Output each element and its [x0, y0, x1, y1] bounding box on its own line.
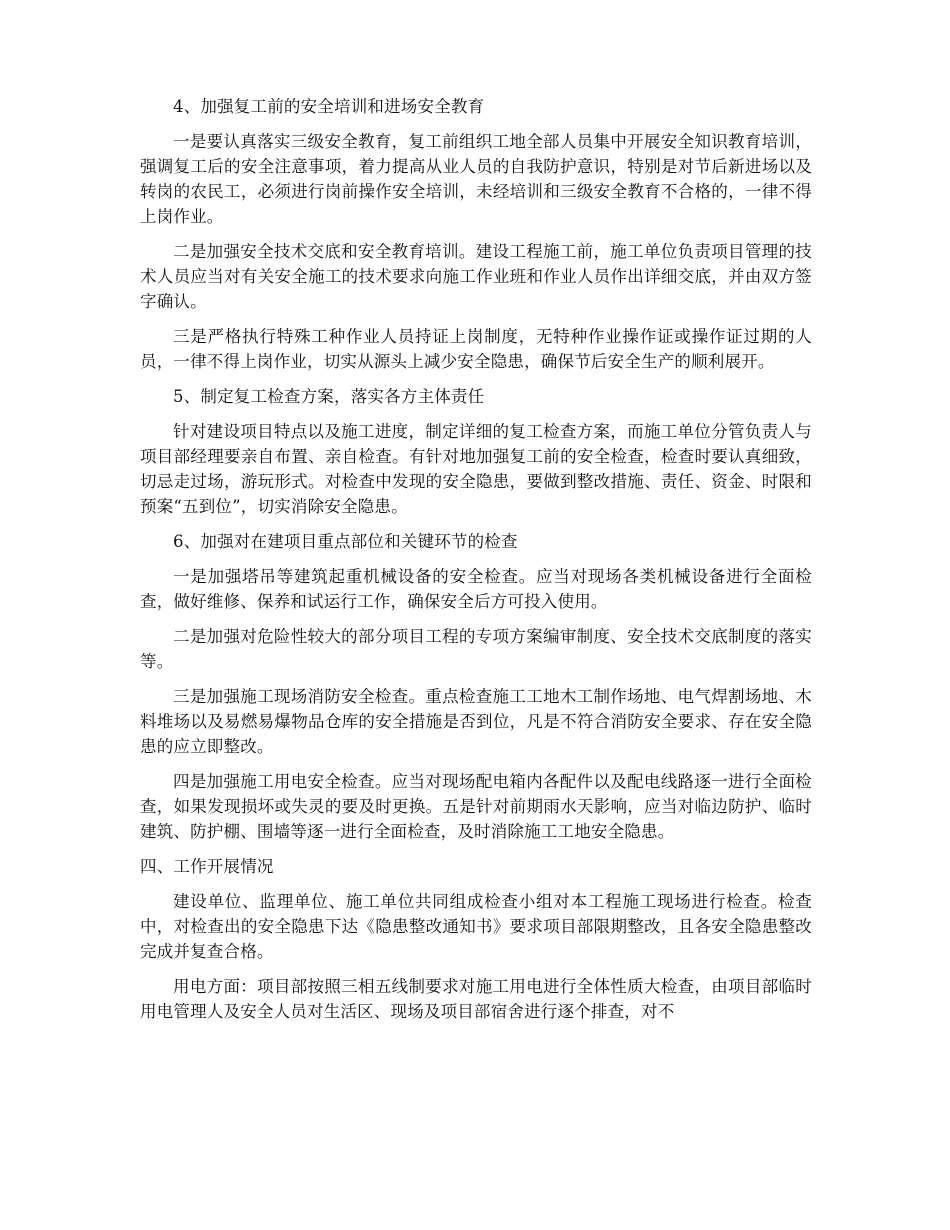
paragraph-technical-briefing: 二是加强安全技术交底和安全教育培训。建设工程施工前，施工单位负责项目管理的技术人员应当对有关安全施工的技术要求向施工作业班和作业人员作出详细交底，并由双方签字确认。: [140, 242, 812, 311]
paragraph-safety-education: 一是要认真落实三级安全教育，复工前组织工地全部人员集中开展安全知识教育培训，强调复工后的安全注意事项，着力提高从业人员的自我防护意识，特别是对节后新进场以及转岗的农民工，必须进行岗前操作安全培训，未经培训和三级安全教育不合格的，一律不得上岗作业。: [140, 132, 812, 226]
paragraph-electricity-check: 用电方面：项目部按照三相五线制要求对施工用电进行全体性质大检查，由项目部临时用电管理人及安全人员对生活区、现场及项目部宿舍进行逐个排查，对不: [140, 977, 812, 1021]
document-body: [140, 94, 812, 1034]
paragraph-inspection-team: 建设单位、监理单位、施工单位共同组成检查小组对本工程施工现场进行检查。检查中，对检查出的安全隐患下达《隐患整改通知书》要求项目部限期整改，且各安全隐患整改完成并复查合格。: [140, 892, 812, 961]
section-heading-5: 5、制定复工检查方案，落实各方主体责任: [173, 387, 485, 406]
section-heading-4: 4、加强复工前的安全培训和进场安全教育: [173, 97, 485, 116]
section-heading-6: 6、加强对在建项目重点部位和关键环节的检查: [173, 532, 518, 551]
paragraph-fire-safety: 三是加强施工现场消防安全检查。重点检查施工工地木工制作场地、电气焊割场地、木料堆场以及易燃易爆物品仓库的安全措施是否到位，凡是不符合消防安全要求、存在安全隐患的应立即整改。: [140, 687, 812, 756]
paragraph-inspection-plan: 针对建设项目特点以及施工进度，制定详细的复工检查方案，而施工单位分管负责人与项目部经理要亲自布置、亲自检查。有针对地加强复工前的安全检查，检查时要认真细致，切忌走过场，游玩形式。对检查中发现的安全隐患，要做到整改措施、责任、资金、时限和预案“五到位”，切实消除安全隐患。: [140, 422, 812, 516]
paragraph-certified-workers: 三是严格执行特殊工种作业人员持证上岗制度，无特种作业操作证或操作证过期的人员，一律不得上岗作业，切实从源头上减少安全隐患，确保节后安全生产的顺利展开。: [140, 327, 812, 371]
paragraph-special-plan-review: 二是加强对危险性较大的部分项目工程的专项方案编审制度、安全技术交底制度的落实等。: [140, 627, 812, 671]
paragraph-crane-inspection: 一是加强塔吊等建筑起重机械设备的安全检查。应当对现场各类机械设备进行全面检查，做好维修、保养和试运行工作，确保安全后方可投入使用。: [140, 567, 812, 611]
section-heading-work-progress: 四、工作开展情况: [140, 857, 274, 876]
paragraph-electrical-safety: 四是加强施工用电安全检查。应当对现场配电箱内各配件以及配电线路逐一进行全面检查，如果发现损坏或失灵的要及时更换。五是针对前期雨水天影响，应当对临边防护、临时建筑、防护棚、围墙等逐一进行全面检查，及时消除施工工地安全隐患。: [140, 772, 812, 841]
